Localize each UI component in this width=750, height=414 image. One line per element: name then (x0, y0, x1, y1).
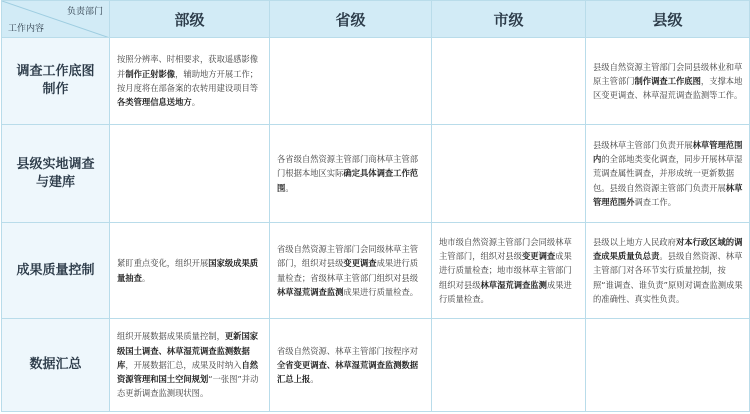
cell-text: 。 (141, 272, 151, 283)
cell-quality-control-ministry (110, 223, 270, 319)
cell-text: 成果进行质量检查。 (439, 279, 572, 304)
emphasis-text: 变更调查 (343, 258, 377, 269)
row-header-field-survey: 县级实地调查与建库 (2, 125, 110, 223)
emphasis-text: 林草管理范围外 (593, 182, 743, 207)
emphasis-text: 制作正射影像 (125, 68, 176, 79)
row-header-data-summary: 数据汇总 (2, 319, 110, 412)
emphasis-text: 国家级成果质量抽查 (117, 258, 259, 283)
cell-text: 的全部地类变化调查，同步开展林草湿荒调查属性调查，并形成统一更新数据包。县级自然资源主管部门负责开展 (593, 154, 743, 193)
header-row (2, 1, 750, 38)
emphasis-text: 各类管理信息送地方 (117, 97, 192, 108)
cell-data-summary-province (270, 319, 432, 412)
corner-label-work-content: 工作内容 (8, 24, 45, 34)
table-row (2, 125, 750, 223)
cell-text: “一张图”并动态更新调查监测现状图。 (117, 374, 259, 399)
cell-text: 。 (310, 374, 319, 385)
cell-data-summary-ministry (110, 319, 270, 412)
cell-text: 紧盯重点变化，组织开展 (117, 258, 209, 269)
cell-text: 成果进行质量检查。 (343, 286, 419, 297)
cell-field-survey-province (270, 125, 432, 223)
cell-field-survey-county (586, 125, 750, 223)
cell-base-map-city (432, 38, 586, 125)
cell-text: 。县级自然资源、林草主管部门对各环节实行质量控制，按照“谁调查、谁负责”原则对调查监测成果的准确性、真实性负责。 (593, 251, 743, 304)
cell-text: 各省级自然资源主管部门商林草主管部门根据本地区实际 (277, 154, 419, 179)
table-body (2, 38, 750, 412)
cell-text: 成果进行质量检查；地市级林草主管部门组织对县级 (439, 251, 572, 290)
cell-text: 省级自然资源、林草主管部门按程序对 (277, 345, 419, 356)
cell-text: ，支撑本地区变更调查、林草湿荒调查监测等工作。 (593, 75, 743, 101)
column-header-city: 市级 (432, 1, 586, 38)
emphasis-text: 全省变更调查、林草湿荒调查监测数据汇总上报 (277, 359, 419, 385)
responsibility-table (1, 0, 750, 412)
emphasis-text: 自然资源管理和国土空间规划 (117, 359, 259, 385)
emphasis-text: 制作调查工作底图 (634, 75, 701, 86)
cell-field-survey-city (432, 125, 586, 223)
emphasis-text: 变更调查 (521, 251, 556, 262)
table-row (2, 319, 750, 412)
cell-text: 县级林草主管部门负责开展 (593, 139, 693, 150)
cell-text: 。 (191, 97, 200, 108)
column-header-province: 省级 (270, 1, 432, 38)
cell-text: 成果进行质量检查；省级林草主管部门组织对县级 (277, 258, 419, 283)
column-header-county: 县级 (586, 1, 750, 38)
cell-text: 按照分辨率、时相要求，获取遥感影像并 (117, 54, 259, 79)
cell-base-map-province (270, 38, 432, 125)
cell-data-summary-city (432, 319, 586, 412)
emphasis-text: 确定具体调查工作范围 (277, 168, 419, 193)
emphasis-text: 更新国家级国土调查、林草湿荒调查监测数据库 (117, 331, 259, 370)
row-header-base-map: 调查工作底图制作 (2, 38, 110, 125)
emphasis-text: 林草管理范围内 (593, 139, 743, 165)
cell-text: 组织开展数据成果质量控制， (117, 331, 225, 342)
cell-text: 调查工作。 (634, 196, 676, 207)
cell-text: 地市级自然资源主管部门会同级林草主管部门，组织对县级 (439, 236, 572, 262)
cell-field-survey-ministry (110, 125, 270, 223)
emphasis-text: 对本行政区域的调查成果质量负总责 (593, 236, 743, 262)
column-header-ministry: 部级 (110, 1, 270, 38)
cell-base-map-county (586, 38, 750, 125)
cell-text: 。 (285, 182, 294, 193)
cell-quality-control-province (270, 223, 432, 319)
table-row (2, 38, 750, 125)
cell-text: ，开展数据汇总，成果及时纳入 (125, 359, 242, 370)
cell-quality-control-city (432, 223, 586, 319)
cell-quality-control-county (586, 223, 750, 319)
table-row (2, 223, 750, 319)
cell-text: 县级以上地方人民政府 (593, 236, 676, 247)
corner-label-department: 负责部门 (66, 7, 103, 17)
corner-cell (2, 1, 110, 38)
row-header-quality-control: 成果质量控制 (2, 223, 110, 319)
cell-data-summary-county (586, 319, 750, 412)
cell-base-map-ministry (110, 38, 270, 125)
cell-text: 县级自然资源主管部门会同县级林业和草原主管部门 (593, 61, 743, 86)
cell-text: 省级自然资源主管部门会同级林草主管部门，组织对县级 (277, 243, 419, 269)
emphasis-text: 林草湿荒调查监测 (277, 286, 344, 297)
emphasis-text: 林草湿荒调查监测 (480, 279, 547, 290)
cell-text: ，辅助地方开展工作；按月度将在部备案的农转用建设项目等 (117, 68, 259, 93)
